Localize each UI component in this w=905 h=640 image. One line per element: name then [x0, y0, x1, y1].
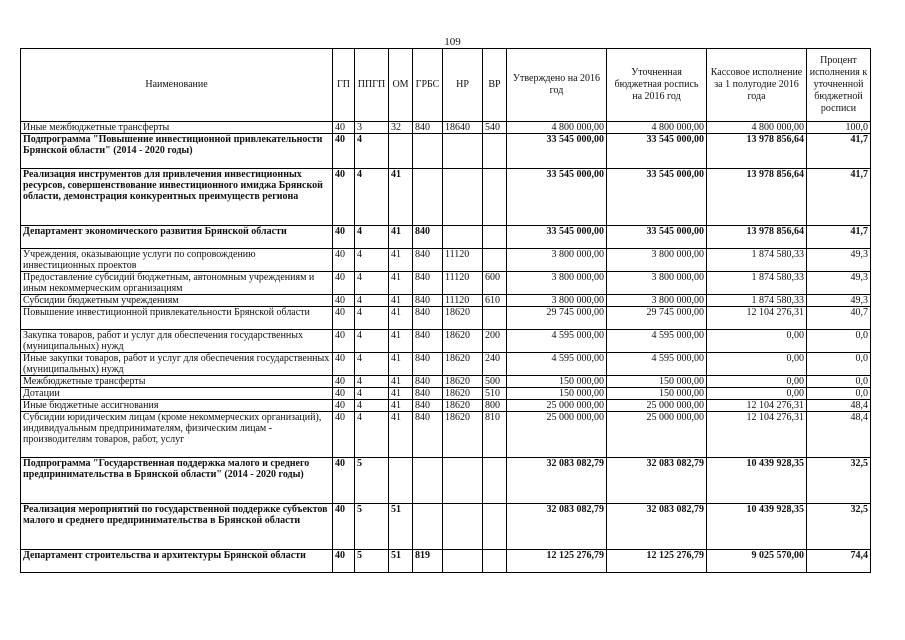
cell-gp: 40: [333, 226, 355, 249]
cell-approved: 33 545 000,00: [507, 134, 607, 169]
cell-vr: 240: [483, 353, 507, 376]
cell-np: [443, 550, 483, 573]
cell-grbs: 840: [413, 307, 443, 330]
cell-approved: 3 800 000,00: [507, 295, 607, 307]
header-vr: ВР: [483, 49, 507, 122]
cell-cash: 1 874 580,33: [707, 295, 807, 307]
cell-np: 18620: [443, 412, 483, 458]
cell-approved: 3 800 000,00: [507, 272, 607, 295]
cell-refined: 32 083 082,79: [607, 458, 707, 504]
cell-om: 32: [389, 122, 413, 134]
cell-cash: 10 439 928,35: [707, 458, 807, 504]
cell-name: Иные бюджетные ассигнования: [21, 400, 333, 412]
cell-grbs: 819: [413, 550, 443, 573]
table-row: [21, 330, 871, 353]
cell-approved: 29 745 000,00: [507, 307, 607, 330]
cell-name: Субсидии юридическим лицам (кроме некоммерческих организаций), индивидуальным предпринимателям, физическим лицам - производителям товаров, работ, услуг: [21, 412, 333, 458]
cell-cash: 0,00: [707, 388, 807, 400]
cell-grbs: [413, 458, 443, 504]
cell-ppgp: 4: [355, 272, 389, 295]
cell-name: Иные межбюджетные трансферты: [21, 122, 333, 134]
cell-approved: 3 800 000,00: [507, 249, 607, 272]
cell-approved: 150 000,00: [507, 388, 607, 400]
cell-name: Дотации: [21, 388, 333, 400]
table-row: [21, 376, 871, 388]
cell-name: Иные закупки товаров, работ и услуг для обеспечения государственных (муниципальных) нужд: [21, 353, 333, 376]
cell-refined: 4 595 000,00: [607, 353, 707, 376]
cell-percent: 49,3: [807, 249, 871, 272]
cell-approved: 150 000,00: [507, 376, 607, 388]
cell-refined: 33 545 000,00: [607, 169, 707, 226]
cell-percent: 32,5: [807, 504, 871, 550]
cell-percent: 0,0: [807, 353, 871, 376]
cell-vr: 540: [483, 122, 507, 134]
cell-om: 41: [389, 353, 413, 376]
cell-approved: 33 545 000,00: [507, 226, 607, 249]
table-row: [21, 388, 871, 400]
cell-gp: 40: [333, 388, 355, 400]
cell-percent: 41,7: [807, 226, 871, 249]
cell-gp: 40: [333, 376, 355, 388]
cell-ppgp: 4: [355, 412, 389, 458]
cell-name: Закупка товаров, работ и услуг для обеспечения государственных (муниципальных) нужд: [21, 330, 333, 353]
cell-vr: [483, 249, 507, 272]
cell-vr: 610: [483, 295, 507, 307]
cell-ppgp: 5: [355, 458, 389, 504]
header-percent: Процент исполнения к уточненной бюджетной росписи: [807, 49, 871, 122]
cell-grbs: 840: [413, 400, 443, 412]
cell-ppgp: 4: [355, 330, 389, 353]
cell-om: 41: [389, 249, 413, 272]
cell-grbs: [413, 504, 443, 550]
cell-np: 18620: [443, 376, 483, 388]
cell-vr: 600: [483, 272, 507, 295]
cell-percent: 32,5: [807, 458, 871, 504]
cell-np: 18640: [443, 122, 483, 134]
cell-om: 41: [389, 226, 413, 249]
cell-np: [443, 169, 483, 226]
cell-vr: 500: [483, 376, 507, 388]
cell-ppgp: 4: [355, 400, 389, 412]
cell-np: [443, 226, 483, 249]
cell-cash: 0,00: [707, 353, 807, 376]
cell-refined: 4 595 000,00: [607, 330, 707, 353]
cell-ppgp: 4: [355, 388, 389, 400]
cell-om: [389, 134, 413, 169]
cell-percent: 49,3: [807, 295, 871, 307]
cell-approved: 12 125 276,79: [507, 550, 607, 573]
cell-cash: 0,00: [707, 330, 807, 353]
cell-refined: 150 000,00: [607, 376, 707, 388]
cell-refined: 3 800 000,00: [607, 295, 707, 307]
cell-om: 41: [389, 307, 413, 330]
cell-refined: 33 545 000,00: [607, 134, 707, 169]
table-row: [21, 226, 871, 249]
cell-om: 41: [389, 330, 413, 353]
cell-vr: [483, 307, 507, 330]
cell-grbs: [413, 134, 443, 169]
cell-approved: 25 000 000,00: [507, 400, 607, 412]
cell-ppgp: 5: [355, 504, 389, 550]
table-header-row: [21, 49, 871, 122]
cell-np: 18620: [443, 400, 483, 412]
cell-refined: 25 000 000,00: [607, 400, 707, 412]
cell-approved: 32 083 082,79: [507, 458, 607, 504]
cell-vr: [483, 550, 507, 573]
cell-cash: 1 874 580,33: [707, 249, 807, 272]
cell-cash: 12 104 276,31: [707, 400, 807, 412]
cell-gp: 40: [333, 412, 355, 458]
table-row: [21, 295, 871, 307]
cell-np: [443, 458, 483, 504]
header-gp: ГП: [333, 49, 355, 122]
cell-om: 41: [389, 400, 413, 412]
budget-table: [20, 48, 871, 573]
cell-om: 41: [389, 169, 413, 226]
header-ppgp: ППГП: [355, 49, 389, 122]
cell-ppgp: 4: [355, 295, 389, 307]
table-row: [21, 307, 871, 330]
cell-approved: 25 000 000,00: [507, 412, 607, 458]
cell-cash: 1 874 580,33: [707, 272, 807, 295]
cell-grbs: 840: [413, 412, 443, 458]
table-row: [21, 353, 871, 376]
cell-gp: 40: [333, 272, 355, 295]
cell-cash: 10 439 928,35: [707, 504, 807, 550]
cell-np: [443, 134, 483, 169]
cell-om: [389, 458, 413, 504]
cell-name: Межбюджетные трансферты: [21, 376, 333, 388]
cell-ppgp: 4: [355, 169, 389, 226]
cell-name: Реализация мероприятий по государственной поддержке субъектов малого и среднего предпринимательства в Брянской области: [21, 504, 333, 550]
cell-grbs: 840: [413, 272, 443, 295]
cell-vr: [483, 504, 507, 550]
cell-percent: 41,7: [807, 134, 871, 169]
cell-percent: 48,4: [807, 400, 871, 412]
table-row: [21, 272, 871, 295]
cell-om: 41: [389, 295, 413, 307]
cell-grbs: 840: [413, 330, 443, 353]
cell-om: 41: [389, 412, 413, 458]
cell-vr: 200: [483, 330, 507, 353]
cell-approved: 33 545 000,00: [507, 169, 607, 226]
table-row: [21, 458, 871, 504]
header-grbs: ГРБС: [413, 49, 443, 122]
cell-cash: 12 104 276,31: [707, 307, 807, 330]
header-om: ОМ: [389, 49, 413, 122]
cell-approved: 4 595 000,00: [507, 330, 607, 353]
cell-grbs: 840: [413, 388, 443, 400]
table-row: [21, 550, 871, 573]
cell-refined: 12 125 276,79: [607, 550, 707, 573]
cell-approved: 32 083 082,79: [507, 504, 607, 550]
cell-np: [443, 504, 483, 550]
cell-cash: 13 978 856,64: [707, 169, 807, 226]
cell-np: 11120: [443, 295, 483, 307]
cell-grbs: 840: [413, 249, 443, 272]
cell-grbs: 840: [413, 295, 443, 307]
cell-vr: 810: [483, 412, 507, 458]
cell-percent: 48,4: [807, 412, 871, 458]
cell-name: Субсидии бюджетным учреждениям: [21, 295, 333, 307]
cell-refined: 3 800 000,00: [607, 249, 707, 272]
cell-name: Подпрограмма "Повышение инвестиционной привлекательности Брянской области" (2014 - 2020 годы): [21, 134, 333, 169]
cell-cash: 13 978 856,64: [707, 226, 807, 249]
cell-gp: 40: [333, 550, 355, 573]
cell-gp: 40: [333, 353, 355, 376]
cell-vr: [483, 226, 507, 249]
header-cash: Кассовое исполнение за 1 полугодие 2016 года: [707, 49, 807, 122]
cell-name: Подпрограмма "Государственная поддержка малого и среднего предпринимательства в Брянской области" (2014 - 2020 годы): [21, 458, 333, 504]
cell-gp: 40: [333, 330, 355, 353]
cell-ppgp: 4: [355, 226, 389, 249]
cell-gp: 40: [333, 134, 355, 169]
cell-cash: 13 978 856,64: [707, 134, 807, 169]
cell-refined: 4 800 000,00: [607, 122, 707, 134]
cell-om: 41: [389, 388, 413, 400]
cell-gp: 40: [333, 295, 355, 307]
table-body: [21, 122, 871, 573]
cell-vr: 510: [483, 388, 507, 400]
cell-percent: 100,0: [807, 122, 871, 134]
cell-np: 11120: [443, 249, 483, 272]
cell-name: Реализация инструментов для привлечения инвестиционных ресурсов, совершенствование инвестиционного имиджа Брянской области, демонстрация конкурентных преимуществ региона: [21, 169, 333, 226]
cell-grbs: 840: [413, 376, 443, 388]
cell-refined: 150 000,00: [607, 388, 707, 400]
cell-grbs: [413, 169, 443, 226]
cell-om: 51: [389, 550, 413, 573]
cell-cash: 4 800 000,00: [707, 122, 807, 134]
cell-approved: 4 595 000,00: [507, 353, 607, 376]
cell-grbs: 840: [413, 122, 443, 134]
table-row: [21, 412, 871, 458]
cell-refined: 32 083 082,79: [607, 504, 707, 550]
cell-vr: [483, 169, 507, 226]
cell-refined: 29 745 000,00: [607, 307, 707, 330]
cell-percent: 74,4: [807, 550, 871, 573]
cell-name: Департамент экономического развития Брянской области: [21, 226, 333, 249]
cell-ppgp: 4: [355, 249, 389, 272]
cell-vr: [483, 458, 507, 504]
cell-gp: 40: [333, 504, 355, 550]
table-row: [21, 400, 871, 412]
cell-om: 51: [389, 504, 413, 550]
cell-cash: 0,00: [707, 376, 807, 388]
cell-percent: 0,0: [807, 330, 871, 353]
cell-gp: 40: [333, 400, 355, 412]
cell-name: Учреждения, оказывающие услуги по сопровождению инвестиционных проектов: [21, 249, 333, 272]
cell-name: Предоставление субсидий бюджетным, автономным учреждениям и иным некоммерческим организациям: [21, 272, 333, 295]
cell-gp: 40: [333, 458, 355, 504]
header-np: НР: [443, 49, 483, 122]
cell-gp: 40: [333, 307, 355, 330]
cell-name: Повышение инвестиционной привлекательности Брянской области: [21, 307, 333, 330]
cell-refined: 3 800 000,00: [607, 272, 707, 295]
cell-ppgp: 5: [355, 550, 389, 573]
cell-cash: 9 025 570,00: [707, 550, 807, 573]
cell-np: 18620: [443, 388, 483, 400]
cell-vr: 800: [483, 400, 507, 412]
header-refined: Уточненная бюджетная роспись на 2016 год: [607, 49, 707, 122]
cell-om: 41: [389, 376, 413, 388]
cell-percent: 0,0: [807, 388, 871, 400]
page-number: 109: [444, 36, 461, 48]
cell-cash: 12 104 276,31: [707, 412, 807, 458]
cell-gp: 40: [333, 169, 355, 226]
cell-percent: 40,7: [807, 307, 871, 330]
cell-percent: 49,3: [807, 272, 871, 295]
table-row: [21, 169, 871, 226]
cell-ppgp: 3: [355, 122, 389, 134]
cell-grbs: 840: [413, 226, 443, 249]
table-row: [21, 504, 871, 550]
cell-refined: 25 000 000,00: [607, 412, 707, 458]
cell-ppgp: 4: [355, 353, 389, 376]
cell-ppgp: 4: [355, 376, 389, 388]
table-row: [21, 249, 871, 272]
cell-om: 41: [389, 272, 413, 295]
header-name: Наименование: [21, 49, 333, 122]
cell-np: 18620: [443, 307, 483, 330]
table-row: [21, 122, 871, 134]
cell-name: Департамент строительства и архитектуры Брянской области: [21, 550, 333, 573]
cell-approved: 4 800 000,00: [507, 122, 607, 134]
cell-percent: 0,0: [807, 376, 871, 388]
header-approved: Утверждено на 2016 год: [507, 49, 607, 122]
cell-np: 18620: [443, 353, 483, 376]
cell-ppgp: 4: [355, 307, 389, 330]
table-row: [21, 134, 871, 169]
cell-np: 11120: [443, 272, 483, 295]
cell-vr: [483, 134, 507, 169]
cell-np: 18620: [443, 330, 483, 353]
cell-percent: 41,7: [807, 169, 871, 226]
cell-gp: 40: [333, 249, 355, 272]
cell-ppgp: 4: [355, 134, 389, 169]
cell-gp: 40: [333, 122, 355, 134]
cell-grbs: 840: [413, 353, 443, 376]
cell-refined: 33 545 000,00: [607, 226, 707, 249]
